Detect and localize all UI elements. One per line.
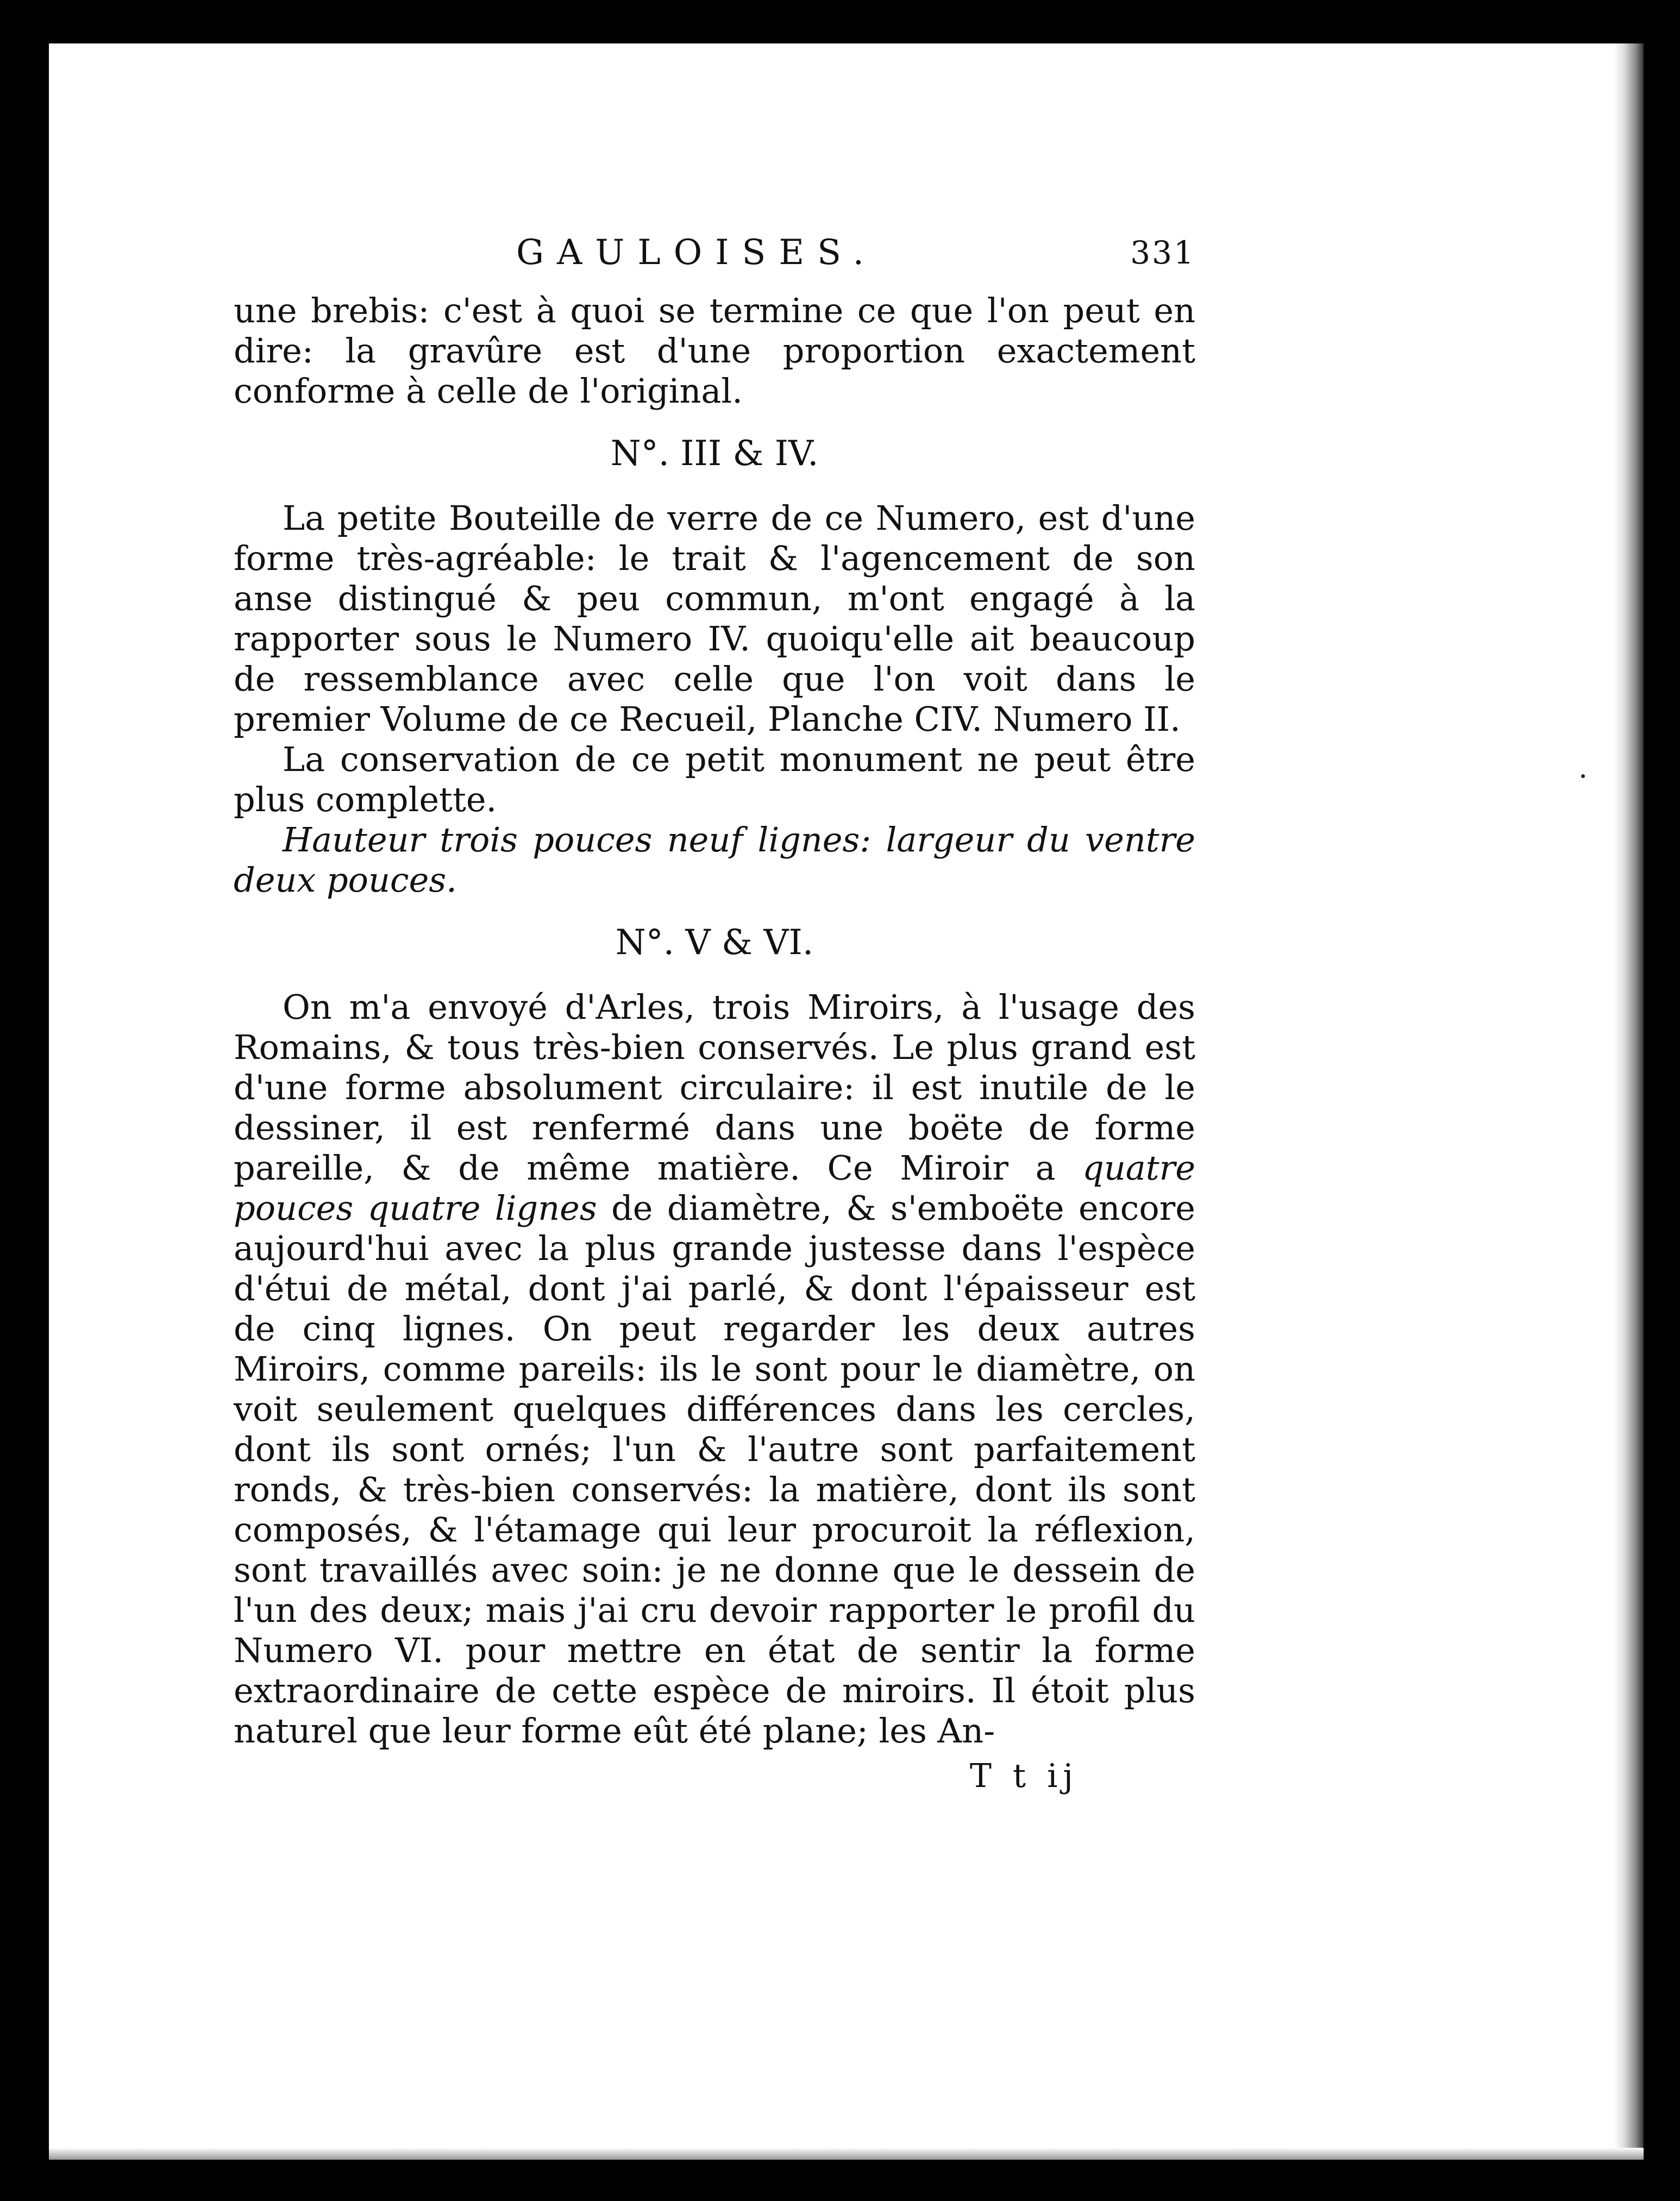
mirrors-text-part-2: de diamètre, & s'emboëte encore aujourd'hui avec la plus grande justesse dans l'espèce d'étui de métal, dont j'ai parlé, & dont l'épaisseur est de cinq lignes. On peut regarder les deux autres Miroirs, comme pareils: ils le sont pour le diamètre, on voit seulement quelques différences dans les cercles, dont ils sont ornés; l'un & l'autre sont parfaitement ronds, & très-bien conservés: la matière, dont ils sont composés, & l'étamage qui leur procuroit la réflexion, sont travaillés avec soin: je ne donne que le dessein de l'un des deux; mais j'ai cru devoir rapporter le profil du Numero VI. pour mettre en état de sentir la forme extraordinaire de cette espèce de miroirs. Il étoit plus naturel que leur forme eût été plane; les An- <box>234 1188 1195 1751</box>
intro-paragraph: une brebis: c'est à quoi se termine ce que l'on peut en dire: la gravûre est d'une proportion exactement conforme à celle de l'original. <box>234 291 1195 411</box>
section-heading-v-vi: N°. V & VI. <box>615 923 814 963</box>
mirrors-paragraph <box>234 987 1195 1751</box>
running-head <box>234 225 1195 291</box>
running-title: GAULOISES. <box>516 233 877 273</box>
conservation-paragraph: La conservation de ce petit monument ne peut être plus complette. <box>234 739 1195 819</box>
signature-catchword: T t ij <box>969 1757 1079 1795</box>
bottle-description-paragraph: La petite Bouteille de verre de ce Numero, est d'une forme très-agréable: le trait & l'agencement de son anse distingué & peu commun, m'ont engagé à la rapporter sous le Numero IV. quoiqu'elle ait beaucoup de ressemblance avec celle que l'on voit dans le premier Volume de ce Recueil, Planche CIV. Numero II. <box>234 498 1195 739</box>
scan-shadow-right <box>1614 43 1644 2160</box>
scan-speck <box>1581 774 1585 778</box>
page-number: 331 <box>1130 234 1195 271</box>
scan-shadow-bottom <box>49 2148 1644 2160</box>
mirror-size-italic: quatre pouces quatre lignes <box>234 1148 1195 1228</box>
text-block <box>234 225 1195 1798</box>
mirrors-text-part-1: On m'a envoyé d'Arles, trois Miroirs, à l'usage des Romains, & tous très-bien conservés. Le plus grand est d'une forme absolument circulaire: il est inutile de le dessiner, il est renfermé dans une boëte de forme pareille, & de même matière. Ce Miroir a <box>234 987 1195 1188</box>
book-page <box>49 43 1644 2160</box>
dimensions-note: Hauteur trois pouces neuf lignes: largeur du ventre deux pouces. <box>234 820 1195 900</box>
section-heading-iii-iv: N°. III & IV. <box>610 434 819 474</box>
